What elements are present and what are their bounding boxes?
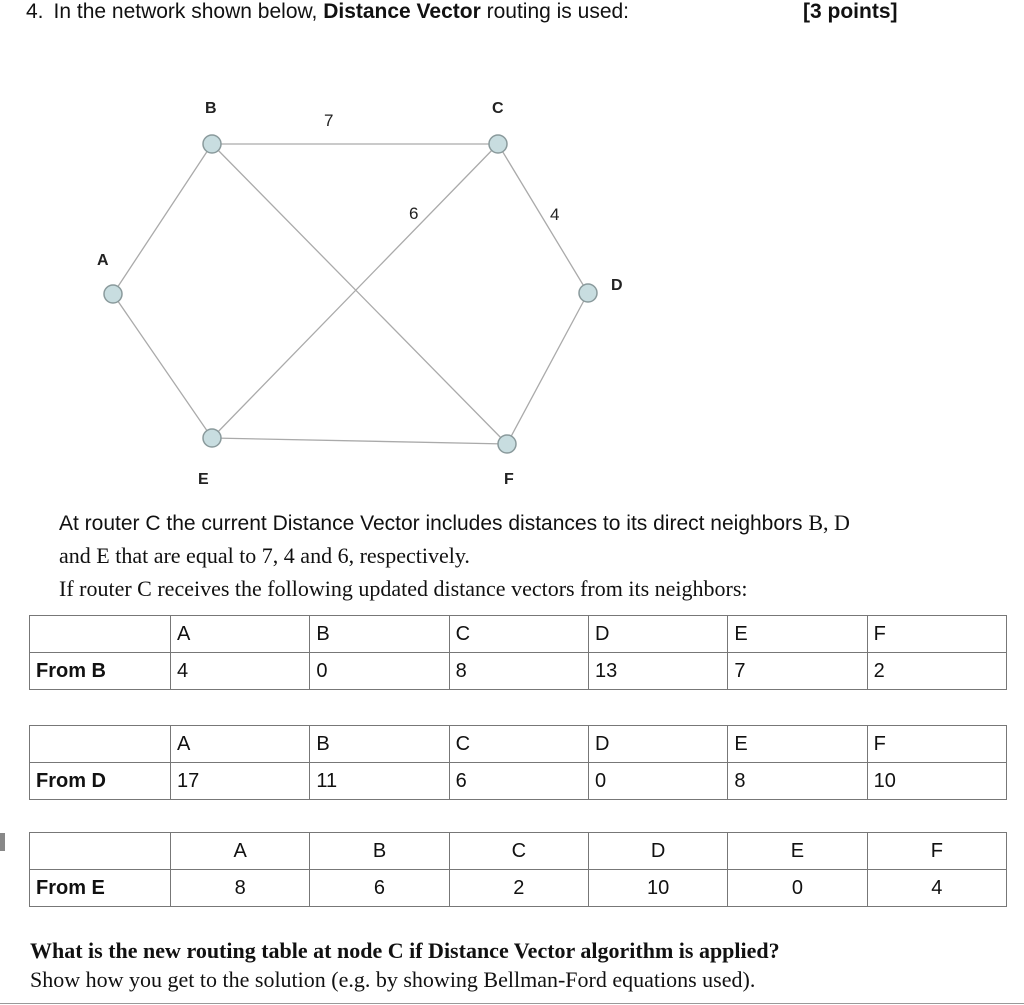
table-corner-cell xyxy=(30,833,171,870)
label-node-b: B xyxy=(205,100,217,117)
label-node-f: F xyxy=(504,471,514,488)
weight-b-c: 7 xyxy=(324,111,334,130)
table-header-row xyxy=(30,616,1007,653)
value-cell: 4 xyxy=(867,870,1006,907)
table-corner-cell xyxy=(30,726,171,763)
label-node-e: E xyxy=(198,471,209,488)
question-text-end: routing is used: xyxy=(480,0,630,23)
header-cell: B xyxy=(310,726,449,763)
node-b xyxy=(203,135,221,153)
question-instruction: Show how you get to the solution (e.g. by showing Bellman-Ford equations used). xyxy=(30,967,756,992)
label-node-d: D xyxy=(611,277,623,294)
node-d xyxy=(579,284,597,302)
node-a xyxy=(104,285,122,303)
edge-c-d xyxy=(498,144,588,293)
table-header-row xyxy=(30,833,1007,870)
node-c xyxy=(489,135,507,153)
bottom-divider xyxy=(0,1003,1024,1004)
weight-c-d: 4 xyxy=(550,205,560,224)
weight-c-e: 6 xyxy=(409,204,419,223)
table-row xyxy=(30,763,1007,800)
label-node-c: C xyxy=(492,100,504,117)
header-cell: F xyxy=(867,616,1006,653)
paragraph-line-1 xyxy=(59,510,850,536)
value-cell: 2 xyxy=(867,653,1006,690)
value-cell: 10 xyxy=(588,870,727,907)
dv-table-from-b xyxy=(29,615,1007,690)
value-cell: 4 xyxy=(171,653,310,690)
edge-b-a xyxy=(113,144,212,294)
value-cell: 10 xyxy=(867,763,1006,800)
value-cell: 8 xyxy=(171,870,310,907)
paragraph-line-3: If router C receives the following updated distance vectors from its neighbors: xyxy=(59,576,748,601)
header-cell: E xyxy=(728,833,867,870)
table-row xyxy=(30,870,1007,907)
header-cell: C xyxy=(449,616,588,653)
question-prompt: What is the new routing table at node C if Distance Vector algorithm is applied? xyxy=(30,938,780,963)
paragraph-line-2: and E that are equal to 7, 4 and 6, respectively. xyxy=(59,543,470,568)
network-diagram xyxy=(0,0,1024,500)
header-cell: D xyxy=(588,726,727,763)
node-e xyxy=(203,429,221,447)
dv-table-from-d xyxy=(29,725,1007,800)
left-margin-mark xyxy=(0,833,5,851)
header-cell: A xyxy=(171,616,310,653)
label-node-a: A xyxy=(97,252,109,269)
header-cell: F xyxy=(867,833,1006,870)
value-cell: 13 xyxy=(588,653,727,690)
header-cell: A xyxy=(171,833,310,870)
header-cell: C xyxy=(449,726,588,763)
value-cell: 8 xyxy=(728,763,867,800)
value-cell: 0 xyxy=(728,870,867,907)
header-cell: B xyxy=(310,616,449,653)
dv-table-from-e xyxy=(29,832,1007,907)
value-cell: 0 xyxy=(588,763,727,800)
edge-a-e xyxy=(113,294,212,438)
edge-e-f xyxy=(212,438,507,444)
value-cell: 7 xyxy=(728,653,867,690)
value-cell: 17 xyxy=(171,763,310,800)
table-header-row xyxy=(30,726,1007,763)
header-cell: D xyxy=(588,833,727,870)
value-cell: 0 xyxy=(310,653,449,690)
edge-b-f xyxy=(212,144,507,444)
value-cell: 6 xyxy=(310,870,449,907)
value-cell: 6 xyxy=(449,763,588,800)
header-cell: F xyxy=(867,726,1006,763)
header-cell: C xyxy=(449,833,588,870)
row-label: From B xyxy=(30,653,171,690)
header-cell: E xyxy=(728,616,867,653)
paragraph-line-1-sans: At router C the current Distance Vector includes distances to its direct neighbors xyxy=(59,512,809,535)
node-f xyxy=(498,435,516,453)
header-cell: E xyxy=(728,726,867,763)
value-cell: 8 xyxy=(449,653,588,690)
value-cell: 2 xyxy=(449,870,588,907)
points-label: [3 points] xyxy=(803,0,898,23)
row-label: From E xyxy=(30,870,171,907)
header-cell: A xyxy=(171,726,310,763)
table-corner-cell xyxy=(30,616,171,653)
question-number: 4. xyxy=(26,0,44,23)
edge-d-f xyxy=(507,293,588,444)
row-label: From D xyxy=(30,763,171,800)
table-row xyxy=(30,653,1007,690)
edges xyxy=(113,144,588,444)
value-cell: 11 xyxy=(310,763,449,800)
header-cell: D xyxy=(588,616,727,653)
paragraph-line-1-serif: B, D xyxy=(808,510,850,535)
header-cell: B xyxy=(310,833,449,870)
question-text-bold: Distance Vector xyxy=(323,0,481,23)
question-text-start: In the network shown below, xyxy=(53,0,324,23)
